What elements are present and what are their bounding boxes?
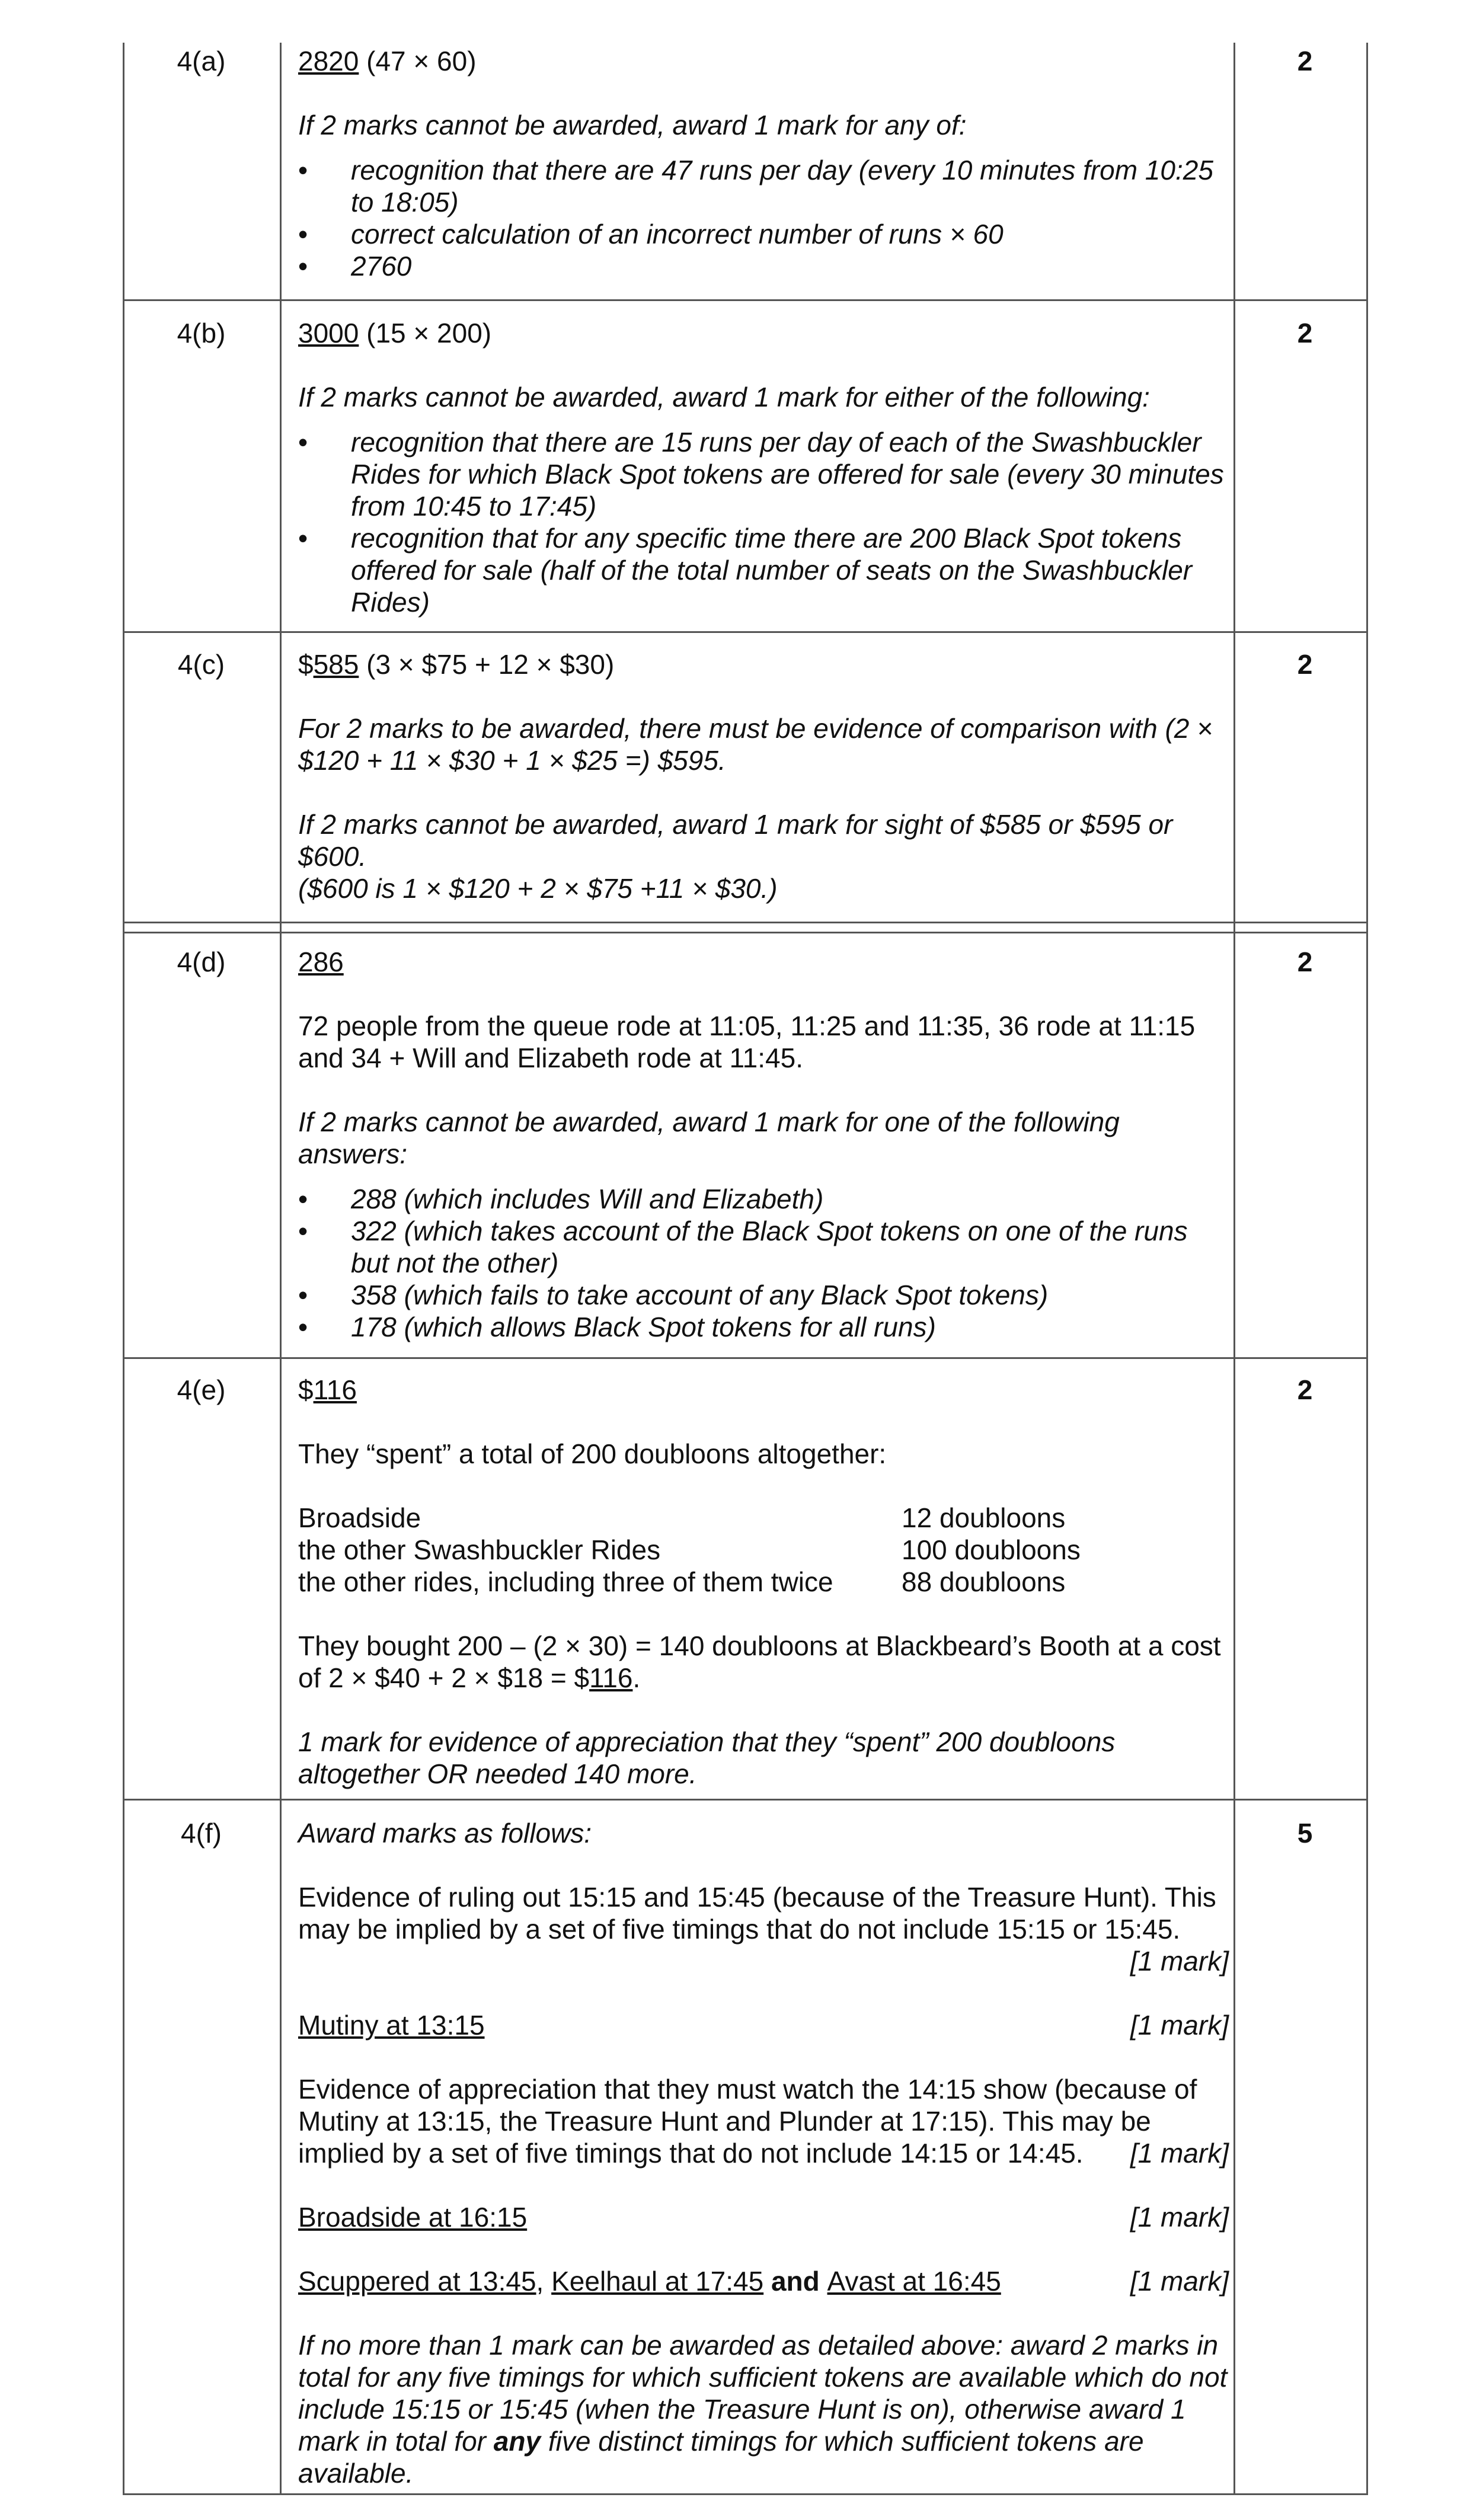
table-cell: the other Swashbuckler Rides [298,1534,661,1565]
answer-value: 116 [313,1374,357,1405]
answer-line [298,946,1229,978]
explanation: 72 people from the queue rode at 11:05, 11:25 and 11:35, 36 rode at 11:15 and 34 + Will and Elizabeth rode at 11:45. [298,1010,1196,1073]
criterion [298,2137,1229,2169]
table-border-col2 [1233,43,1235,2495]
marking-note: Award marks as follows: [298,1818,592,1849]
separator: , [536,2266,552,2297]
marks-value: 2 [1297,46,1313,76]
marking-note: 1 mark for evidence of appreciation that they “spent” 200 doubloons altogether OR needed 140 more. [298,1726,1116,1789]
table-border-left [123,43,124,2495]
note-text: If no more than 1 mark can be awarded as detailed above: award 2 marks in total for any five timings for which sufficient tokens are available which do not include 15:15 or 15:45 (when the Treasure Hunt is on), otherwise award 1 mark in total for [298,2330,1228,2457]
note-emphasis: any [493,2426,541,2457]
list-item: • 358 (which fails to take account of any Black Spot tokens) [298,1279,1229,1311]
answer-value: 286 [298,946,344,977]
question-number: 4(c) [177,649,225,680]
answer-working: (47 × 60) [359,46,477,76]
table-cell: Broadside [298,1502,421,1533]
marks-value: 2 [1297,649,1313,680]
list-item: • 322 (which takes account of the Black Spot tokens on one of the runs but not the other) [298,1215,1229,1279]
answer-cell-4c [298,648,1229,904]
answer-line [298,45,1229,77]
list-item: • 2760 [298,250,1229,282]
answer-value: Scuppered at 13:45 [298,2266,536,2297]
marks-value: 2 [1297,318,1313,348]
mark-allocation: [1 mark] [1130,1946,1229,1977]
answer-cell-4e [298,1374,1229,1790]
answer-cell-4d [298,946,1229,1343]
marking-note: If 2 marks cannot be awarded, award 1 mark for either of the following: [298,382,1150,412]
marks-value: 5 [1297,1818,1313,1849]
list-item: • correct calculation of an incorrect number of runs × 60 [298,218,1229,250]
answer-group [298,2265,1001,2297]
row-divider [123,299,1368,301]
alternative-list [298,154,1229,282]
alternative-list [298,426,1229,618]
answer-cell-4b [298,317,1229,618]
answer-value: 116 [589,1662,633,1693]
table-border-right [1366,43,1368,2495]
table-cell: 88 doubloons [902,1566,1066,1597]
answer-working: (15 × 200) [359,318,492,348]
currency-symbol: $ [298,1374,314,1405]
answer-working: (3 × $75 + 12 × $30) [359,649,615,680]
question-number: 4(d) [177,946,226,977]
separator: and [763,2266,827,2297]
row-divider [123,631,1368,633]
doubloon-table [298,1502,1229,1598]
answer-cell-4a [298,45,1229,282]
row-divider [123,932,1368,933]
mark-allocation: [1 mark] [1130,2010,1229,2041]
marking-note: ($600 is 1 × $120 + 2 × $75 +11 × $30.) [298,873,778,904]
criterion [298,2201,1229,2233]
table-cell: 100 doubloons [902,1534,1081,1565]
criterion-text: implied by a set of five timings that do not include 14:15 or 14:45. [298,2138,1084,2169]
marking-note: If 2 marks cannot be awarded, award 1 mark for any of: [298,110,967,140]
answer-value: Mutiny at 13:15 [298,2010,485,2041]
table-border-col1 [280,43,282,2495]
explanation-text: They bought 200 – (2 × 30) = 140 doubloons at Blackbeard’s Booth at a cost of 2 × $40 + 2 × $18 = $ [298,1630,1221,1693]
list-item: • recognition that there are 47 runs per day (every 10 minutes from 10:25 to 18:05) [298,154,1229,218]
question-number: 4(b) [177,318,226,348]
marking-note: For 2 marks to be awarded, there must be evidence of comparison with (2 × $120 + 11 × $30 + 1 × $25 =) $595. [298,713,1213,776]
table-cell: the other rides, including three of them twice [298,1566,833,1597]
row-divider [123,922,1368,923]
question-number: 4(e) [177,1374,226,1405]
table-row [298,1534,1229,1566]
table-row [298,1502,1229,1534]
marks-value: 2 [1297,946,1313,977]
answer-value: 2820 [298,46,359,76]
mark-allocation: [1 mark] [1130,2138,1229,2169]
answer-line [298,1374,1229,1406]
answer-line [298,317,1229,349]
mark-allocation: [1 mark] [1130,2202,1229,2233]
table-cell: 12 doubloons [902,1502,1066,1533]
criterion: Evidence of ruling out 15:15 and 15:45 (because of the Treasure Hunt). This may be implied by a set of five timings that do not include 15:15 or 15:45. [298,1882,1216,1945]
explanation [298,1630,1229,1694]
list-item: • 288 (which includes Will and Elizabeth) [298,1183,1229,1215]
row-divider [123,1799,1368,1801]
answer-value: Avast at 16:45 [827,2266,1001,2297]
criterion: Evidence of appreciation that they must watch the 14:15 show (because of Mutiny at 13:15, the Treasure Hunt and Plunder at 17:15). This may be [298,2074,1197,2137]
row-divider [123,1357,1368,1359]
row-divider [123,2493,1368,2495]
explanation-text: . [632,1662,641,1693]
answer-value: 585 [313,649,359,680]
answer-value: Broadside at 16:15 [298,2202,528,2233]
marking-note: If 2 marks cannot be awarded, award 1 mark for one of the following answers: [298,1107,1120,1169]
criterion [298,2265,1229,2297]
answer-cell-4f [298,1817,1229,2489]
question-number: 4(a) [177,46,226,76]
marks-value: 2 [1297,1374,1313,1405]
mark-allocation: [1 mark] [1130,2266,1229,2297]
list-item: • recognition that there are 15 runs per day of each of the Swashbuckler Rides for which Black Spot tokens are offered for sale (every 30 minutes from 10:45 to 17:45) [298,426,1229,522]
explanation: They “spent” a total of 200 doubloons altogether: [298,1438,887,1469]
currency-symbol: $ [298,649,314,680]
note-text: five distinct timings for which sufficient tokens are available. [298,2426,1144,2489]
table-row [298,1566,1229,1598]
answer-value: Keelhaul at 17:45 [551,2266,764,2297]
list-item: • 178 (which allows Black Spot tokens for all runs) [298,1311,1229,1343]
marking-note: If 2 marks cannot be awarded, award 1 mark for sight of $585 or $595 or $600. [298,809,1173,872]
alternative-list [298,1183,1229,1343]
criterion [298,2009,1229,2041]
list-item: • recognition that for any specific time there are 200 Black Spot tokens offered for sale (half of the total number of seats on the Swashbuckler Rides) [298,522,1229,618]
answer-value: 3000 [298,318,359,348]
marking-note [298,2329,1229,2489]
question-number: 4(f) [181,1818,222,1849]
answer-line [298,648,1229,680]
